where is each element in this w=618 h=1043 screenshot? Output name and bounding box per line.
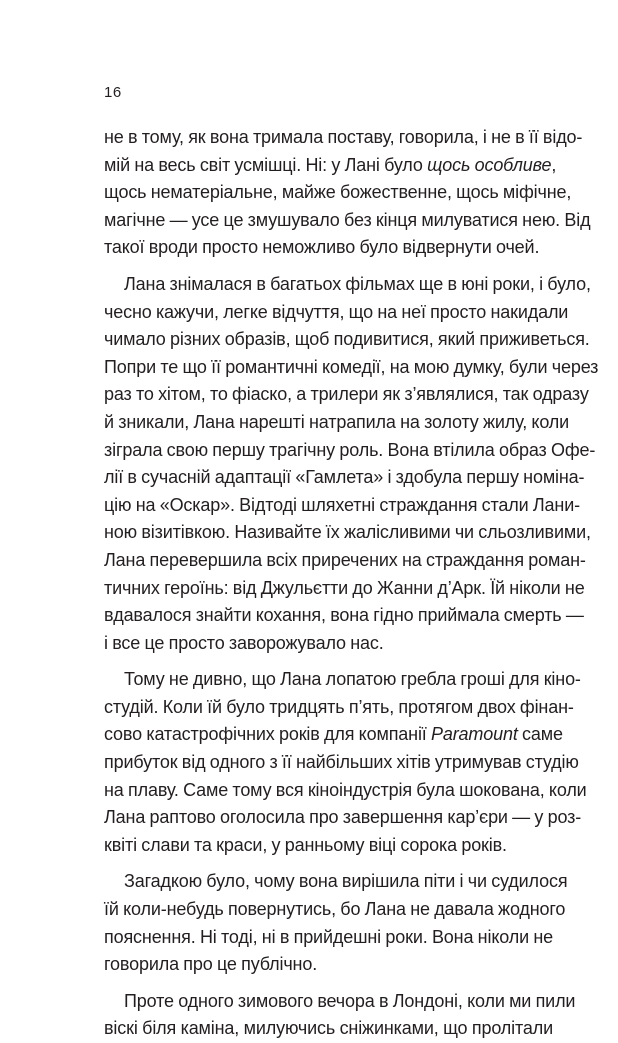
text-run: саме xyxy=(517,724,563,745)
paragraph-1 xyxy=(104,124,591,262)
text-line: Лана раптово оголосила про завершення кар’єри — у роз- xyxy=(104,807,582,828)
page-number: 16 xyxy=(104,84,122,101)
text-line: Тому не дивно, що Лана лопатою гребла гроші для кіно- xyxy=(124,669,581,690)
text-run: мій на весь світ усмішці. Ні: у Лані було xyxy=(104,154,428,175)
text-line: лії в сучасній адаптації «Гамлета» і здобула першу номіна- xyxy=(104,467,585,488)
italic-emphasis: щось особливе xyxy=(427,154,552,175)
text-line: ною візитівкою. Називайте їх жалісливими чи сльозливими, xyxy=(104,522,591,543)
italic-emphasis: Paramount xyxy=(431,724,518,745)
text-line xyxy=(104,152,557,180)
text-line: магічне — усе це змушувало без кінця милуватися нею. Від xyxy=(104,209,591,230)
text-run: , xyxy=(551,154,557,175)
text-line: чесно кажучи, легке відчуття, що на неї просто накидали xyxy=(104,301,569,322)
text-line: такої вроди просто неможливо було відвернути очей. xyxy=(104,237,540,258)
text-line: Загадкою було, чому вона вирішила піти і чи судилося xyxy=(124,871,568,892)
text-line: студій. Коли їй було тридцять п’ять, протягом двох фінан- xyxy=(104,696,574,717)
text-line: тичних героїнь: від Джульєтти до Жанни д’Арк. Їй ніколи не xyxy=(104,577,585,598)
text-run: сово катастрофічних років для компанії xyxy=(104,724,431,745)
text-line: прибуток від одного з її найбільших хітів утримував студію xyxy=(104,752,579,773)
text-line: чимало різних образів, щоб подивитися, який приживеться. xyxy=(104,329,590,350)
text-line: на плаву. Саме тому вся кіноіндустрія була шокована, коли xyxy=(104,779,587,800)
text-line: раз то хітом, то фіаско, а трилери як з’являлися, так одразу xyxy=(104,384,589,405)
text-line: Попри те що її романтичні комедії, на мою думку, були через xyxy=(104,356,599,377)
text-line: не в тому, як вона тримала поставу, говорила, і не в її відо- xyxy=(104,127,583,147)
text-line xyxy=(104,721,563,749)
text-line: щось нематеріальне, майже божественне, щось міфічне, xyxy=(104,182,572,203)
text-line: і все це просто заворожувало нас. xyxy=(104,632,384,653)
paragraph-5 xyxy=(104,988,576,1043)
text-line: зіграла свою першу трагічну роль. Вона втілила образ Офе- xyxy=(104,439,596,460)
text-line: віскі біля каміна, милуючись сніжинками, що пролітали xyxy=(104,1018,553,1039)
text-line: цію на «Оскар». Відтоді шляхетні страждання стали Лани- xyxy=(104,494,580,515)
text-line: Проте одного зимового вечора в Лондоні, коли ми пили xyxy=(124,990,576,1011)
text-line: говорила про це публічно. xyxy=(104,954,318,975)
text-line: пояснення. Ні тоді, ні в прийдешні роки. Вона ніколи не xyxy=(104,926,553,947)
text-line: й зникали, Лана нарешті натрапила на золоту жилу, коли xyxy=(104,411,570,432)
text-line: Лана перевершила всіх приречених на страждання роман- xyxy=(104,549,586,570)
text-line: Лана знімалася в багатьох фільмах ще в юні роки, і було, xyxy=(124,273,591,294)
paragraph-2 xyxy=(104,271,599,657)
text-line: вдавалося знайти кохання, вона гідно приймала смерть — xyxy=(104,605,584,626)
paragraph-4 xyxy=(104,868,568,978)
text-line: квіті слави та краси, у ранньому віці сорока років. xyxy=(104,834,507,855)
paragraph-3 xyxy=(104,666,587,859)
body-text xyxy=(104,124,599,1043)
text-line: їй коли-небудь повернутись, бо Лана не давала жодного xyxy=(104,899,566,920)
